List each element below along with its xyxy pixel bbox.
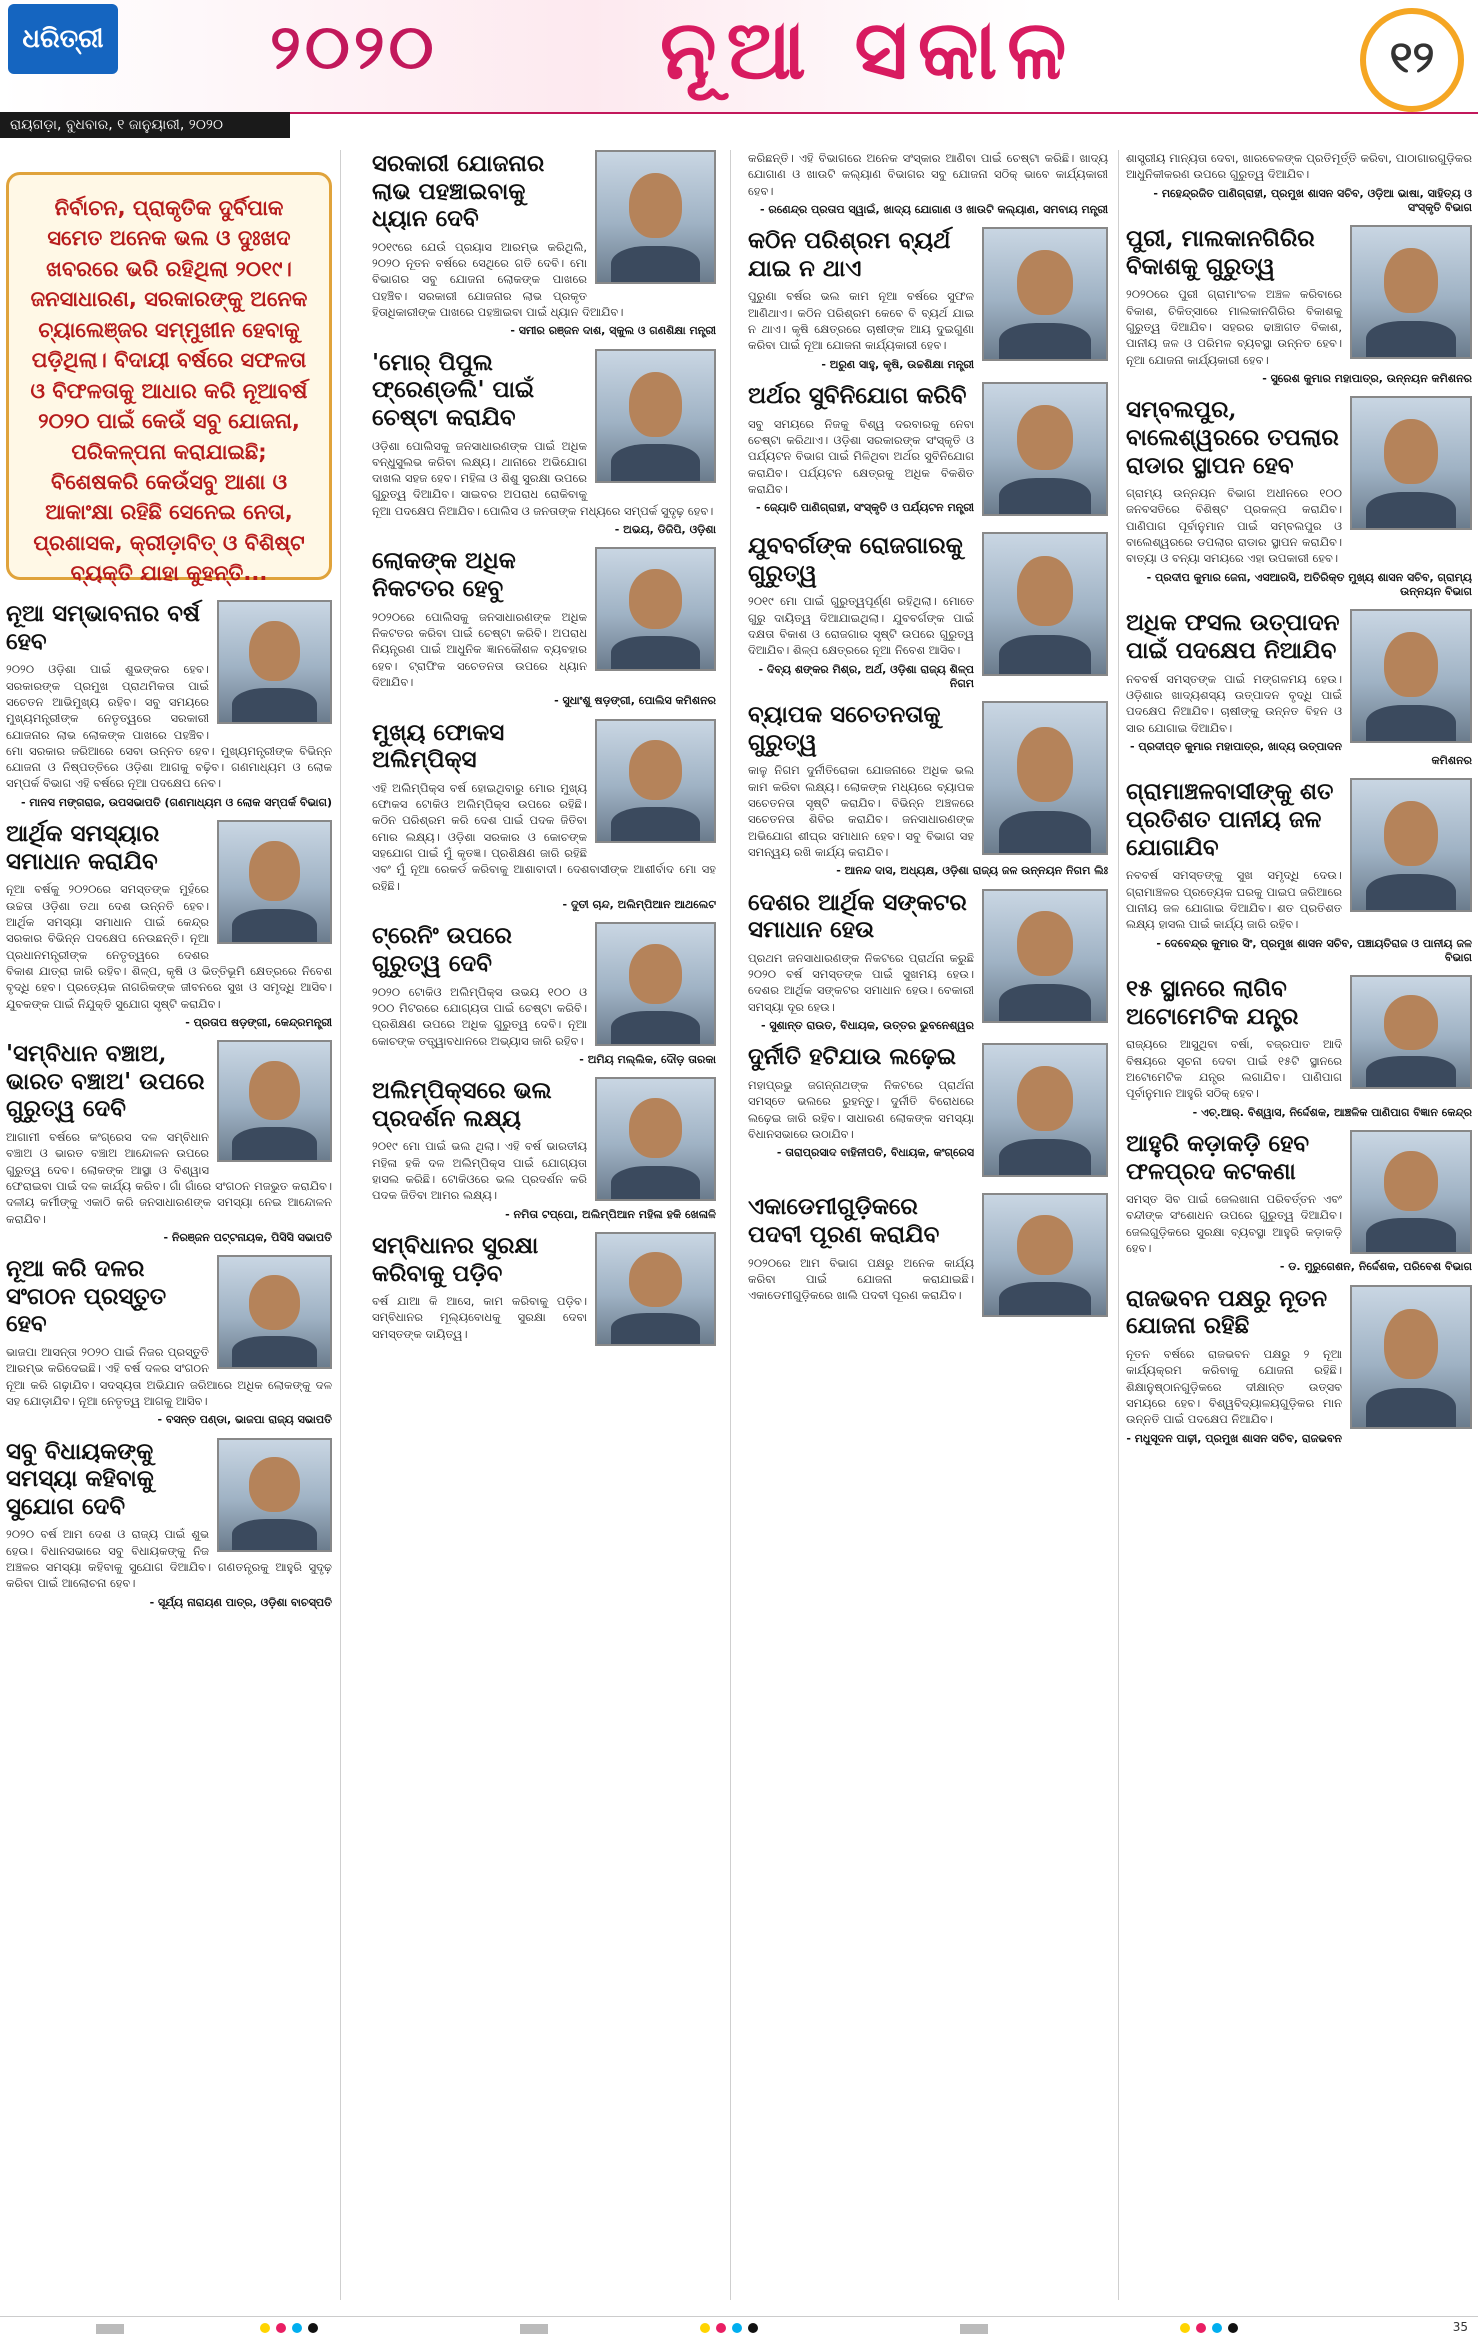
intro-box: ନିର୍ବାଚନ, ପ୍ରାକୃତିକ ଦୁର୍ବିପାକ ସମେତ ଅନେକ ଭଲ ଓ ଦୁଃଖଦ ଖବରରେ ଭରି ରହିଥିଲା ୨୦୧୯। ଜନସାଧାରଣ, ସରକାରଙ୍କୁ ଅନେକ ଚ୍ୟାଲେଞ୍ଜର ସମ୍ମୁଖୀନ ହେବାକୁ ପଡ଼ିଥିଲା। ବିଦାୟୀ ବର୍ଷରେ ସଫଳତା ଓ ବିଫଳତାକୁ ଆଧାର କରି ନୂଆବର୍ଷ ୨୦୨୦ ପାଇଁ କେଉଁ ସବୁ ଯୋଜନା, ପରିକଳ୍ପନା କରାଯାଇଛି; ବିଶେଷକରି କେଉଁସବୁ ଆଶା ଓ ଆକାଂକ୍ଷା ରହିଛି ସେନେଇ ନେତା, ପ୍ରଶାସକ, କ୍ରୀଡ଼ାବିତ୍ ଓ ବିଶିଷ୍ଟ ବ୍ୟକ୍ତି ଯାହା କୁହନ୍ତି... — [6, 172, 332, 580]
article-body: ଗ୍ରାମ୍ୟ ଉନ୍ନୟନ ବିଭାଗ ଅଧୀନରେ ୧୦୦ ଜନବସତିରେ ବିଶିଷ୍ଟ ପ୍ରକଳ୍ପ କରାଯିବ। ପାଣିପାଗ ପୂର୍ବାନୁମାନ ପାଇଁ ସମ୍ବଲପୁର ଓ ବାଲେଶ୍ୱରରେ ଡପଲାର ରାଡାର ସ୍ଥାପନ କରାଯିବ। ବାତ୍ୟା ଓ ବନ୍ୟା ସମୟରେ ଏହା ଉପକାରୀ ହେବ। — [1126, 486, 1342, 566]
article-body: ପ୍ରଥମ ଜନସାଧାରଣଙ୍କ ନିକଟରେ ପ୍ରାର୍ଥନା କରୁଛି ୨୦୨୦ ବର୍ଷ ସମସ୍ତଙ୍କ ପାଇଁ ସୁଖମୟ ହେଉ। ଦେଶର ଆର୍ଥିକ ସଙ୍କଟର ସମାଧାନ ହେଉ। ବେକାରୀ ସମସ୍ୟା ଦୂର ହେଉ। — [748, 950, 974, 1014]
article — [1126, 225, 1472, 386]
article — [1126, 1130, 1472, 1275]
column-divider — [340, 150, 341, 2300]
portrait-photo — [217, 600, 332, 724]
article-byline: - ସୂର୍ଯ୍ୟ ନାରାୟଣ ପାତ୍ର, ଓଡ଼ିଶା ବାଚସ୍ପତି — [149, 1595, 332, 1609]
article-headline: ରାଜଭବନ ପକ୍ଷରୁ ନୂତନ ଯୋଜନା ରହିଛି — [1126, 1284, 1328, 1340]
portrait-photo — [1350, 609, 1472, 743]
column-4 — [1126, 150, 1472, 1456]
portrait-photo — [1350, 1285, 1472, 1429]
portrait-photo — [595, 922, 716, 1046]
article-headline: ଅର୍ଥର ସୁବିନିଯୋଗ କରିବି — [748, 382, 967, 410]
article-byline: - ମାନସ ମଙ୍ଗରାଜ, ଉପସଭାପତି (ଗଣମାଧ୍ୟମ ଓ ଲୋକ ସମ୍ପର୍କ ବିଭାଗ) — [21, 795, 332, 809]
portrait-photo — [982, 889, 1108, 1023]
article-headline: ଗ୍ରାମାଞ୍ଚଳବାସୀଙ୍କୁ ଶତ ପ୍ରତିଶତ ପାନୀୟ ଜଳ ଯୋଗାଯିବ — [1126, 778, 1334, 861]
article-byline: - ପ୍ରଦୀପ୍ତ କୁମାର ମହାପାତ୍ର, ଖାଦ୍ୟ ଉତ୍ପାଦନ କମିଶନର — [1129, 739, 1472, 768]
article — [6, 1438, 332, 1610]
article — [1126, 396, 1472, 599]
article-headline: ଅଧିକ ଫସଲ ଉତ୍ପାଦନ ପାଇଁ ପଦକ୍ଷେପ ନିଆଯିବ — [1126, 609, 1340, 664]
portrait-photo — [982, 1193, 1108, 1317]
article-body: ନବବର୍ଷ ସମସ୍ତଙ୍କ ପାଇଁ ମଙ୍ଗଳମୟ ହେଉ। ଓଡ଼ିଶାର ଖାଦ୍ୟଶସ୍ୟ ଉତ୍ପାଦନ ବୃଦ୍ଧି ପାଇଁ ପଦକ୍ଷେପ ନିଆଯିବ। ଚାଷୀଙ୍କୁ ଉନ୍ନତ ବିହନ ଓ ସାର ଯୋଗାଇ ଦିଆଯିବ। — [1126, 671, 1342, 735]
article-body: ନୂଆ ବର୍ଷକୁ ୨୦୨୦ରେ ସମସ୍ତଙ୍କ ମୁହଁରେ ଉଚ୍ଚତା ଓଡ଼ିଶା ତଥା ଦେଶ ଉନ୍ନତି ହେବ। ଆର୍ଥିକ ସମସ୍ୟା ସମାଧାନ ପାଇଁ କେନ୍ଦ୍ର ସରକାର ବିଭିନ୍ନ ପଦକ୍ଷେପ ନେଉଛନ୍ତି। ନୂଆ ପ୍ରଧାନମନ୍ତ୍ରୀଙ୍କ ନେତୃତ୍ୱରେ ଦେଶର ବିକାଶ ଯାତ୍ରା ଜାରି ରହିବ। ଶିଳ୍ପ, କୃଷି ଓ ଭିତ୍ତିଭୂମି କ୍ଷେତ୍ରରେ ନିବେଶ ବୃଦ୍ଧି ହେବ। ପ୍ରତ୍ୟେକ ନାଗରିକଙ୍କ ଜୀବନରେ ସୁଖ ଓ ସମୃଦ୍ଧି ଆସିବ। ଯୁବକଙ୍କ ପାଇଁ ନିଯୁକ୍ତି ସୁଯୋଗ ସୃଷ୍ଟି କରାଯିବ। — [6, 882, 332, 1011]
article — [748, 889, 1108, 1034]
article-body: ୨୦୧୯ରେ ଯେଉଁ ପ୍ରୟାସ ଆରମ୍ଭ କରିଥିଲି, ୨୦୨୦ ନୂତନ ବର୍ଷରେ ସେଥିରେ ଗତି ଦେବି। ମୋ ବିଭାଗର ସବୁ ଯୋଜନା ଲୋକଙ୍କ ପାଖରେ ପହଞ୍ଚିବ। ସରକାରୀ ଯୋଜନାର ଲାଭ ପ୍ରକୃତ ହିତାଧିକାରୀଙ୍କ ପାଖରେ ପହଞ୍ଚାଇବା ପାଇଁ ଧ୍ୟାନ ଦିଆଯିବ। — [372, 239, 624, 320]
portrait-photo — [982, 382, 1108, 516]
article-byline: - ସମୀର ରଞ୍ଜନ ଦାଶ, ସ୍କୁଲ ଓ ଗଣଶିକ୍ଷା ମନ୍ତ୍ରୀ — [510, 324, 716, 338]
article-byline: - ଡ. ମୁରୁଗେଶନ, ନିର୍ଦ୍ଦେଶକ, ପରିବେଶ ବିଭାଗ — [1279, 1260, 1472, 1274]
article — [372, 1077, 716, 1222]
column-2 — [372, 150, 716, 1362]
sun-icon — [1360, 8, 1464, 112]
article-byline: - ଆନନ୍ଦ ଦାସ, ଅଧ୍ୟକ୍ଷ, ଓଡ଼ିଶା ରାଜ୍ୟ ଜଳ ଉନ୍ନୟନ ନିଗମ ଲିଃ — [836, 864, 1108, 878]
article-headline: ଯୁବବର୍ଗଙ୍କ ରୋଜଗାରକୁ ଗୁରୁତ୍ୱ — [748, 532, 963, 587]
article — [748, 382, 1108, 522]
article-headline: ଆହୁରି କଡ଼ାକଡ଼ି ହେବ ଫଳପ୍ରଦ କଟକଣା — [1126, 1129, 1310, 1185]
article-byline: - ମହେନ୍ଦ୍ରଜିତ ପାଣିଗ୍ରାହୀ, ପ୍ରମୁଖ ଶାସନ ସଚିବ, ଓଡ଼ିଆ ଭାଷା, ସାହିତ୍ୟ ଓ ସଂସ୍କୃତି ବିଭାଗ — [1153, 186, 1472, 214]
article — [372, 150, 716, 339]
article-headline: ଦୁର୍ନୀତି ହଟିଯାଉ ଲଢ଼େଇ — [748, 1043, 957, 1071]
column-3 — [748, 150, 1108, 1333]
article-body: ସବୁ ସମୟରେ ନିଜକୁ ବିଶ୍ୱ ଦରବାରକୁ ନେବା ଚେଷ୍ଟା କରିଥାଏ। ଓଡ଼ିଶା ସରକାରଙ୍କ ସଂସ୍କୃତି ଓ ପର୍ଯ୍ୟଟନ ବିଭାଗ ପାଇଁ ମିଳିଥିବା ଅର୍ଥର ସୁବିନିଯୋଗ କରାଯିବ। ପର୍ଯ୍ୟଟନ କ୍ଷେତ୍ରକୁ ଅଧିକ ବିକଶିତ କରାଯିବ। — [748, 416, 974, 496]
article — [6, 820, 332, 1030]
registration-marks — [700, 2323, 758, 2333]
article-headline: ନୂଆ ସମ୍ଭାବନାର ବର୍ଷ ହେବ — [6, 600, 200, 655]
article-headline: ସରକାରୀ ଯୋଜନାର ଲାଭ ପହଞ୍ଚାଇବାକୁ ଧ୍ୟାନ ଦେବି — [372, 150, 545, 233]
portrait-photo — [982, 1043, 1108, 1177]
article-headline: ପୁରୀ, ମାଲକାନଗିରିର ବିକାଶକୁ ଗୁରୁତ୍ୱ — [1126, 225, 1315, 280]
portrait-photo — [217, 820, 332, 944]
newspaper-logo: ଧରିତ୍ରୀ — [8, 4, 118, 74]
portrait-photo — [1350, 975, 1472, 1089]
portrait-photo — [982, 701, 1108, 855]
article — [6, 600, 332, 810]
article — [372, 719, 716, 913]
article-body: ମହାପ୍ରଭୁ ଜଗନ୍ନାଥଙ୍କ ନିକଟରେ ପ୍ରାର୍ଥନା ସମସ୍ତେ ଭଲରେ ରୁହନ୍ତୁ। ଦୁର୍ନୀତି ବିରୋଧରେ ଲଢ଼େଇ ଜାରି ରହିବ। ସାଧାରଣ ଲୋକଙ୍କ ସମସ୍ୟା ବିଧାନସଭାରେ ଉଠାଯିବ। — [748, 1078, 974, 1141]
portrait-photo — [217, 1040, 332, 1162]
article-byline: - ଦୁତୀ ଚାନ୍ଦ, ଅଲିମ୍ପିଆନ ଆଥଲେଟ — [562, 898, 716, 912]
article-byline: - ମଧୁସୂଦନ ପାଢ଼ୀ, ପ୍ରମୁଖ ଶାସନ ସଚିବ, ରାଜଭବନ — [1126, 1431, 1342, 1445]
portrait-photo — [217, 1255, 332, 1369]
portrait-photo — [595, 719, 716, 843]
article-body: ନବବର୍ଷ ସମସ୍ତଙ୍କୁ ସୁଖ ସମୃଦ୍ଧି ଦେଉ। ଗ୍ରାମାଞ୍ଚଳର ପ୍ରତ୍ୟେକ ଘରକୁ ପାଇପ ଜରିଆରେ ପାନୀୟ ଜଳ ଯୋଗାଇ ଦିଆଯିବ। ଶତ ପ୍ରତିଶତ ଲକ୍ଷ୍ୟ ହାସଲ ପାଇଁ କାର୍ଯ୍ୟ ଜାରି ରହିବ। — [1126, 868, 1342, 932]
article-headline: ସମ୍ବଲପୁର, ବାଲେଶ୍ୱରରେ ତପଲାର ରାଡାର ସ୍ଥାପନ ହେବ — [1126, 396, 1339, 479]
article — [748, 1193, 1108, 1323]
portrait-photo — [982, 532, 1108, 676]
registration-marks — [1180, 2323, 1238, 2333]
article — [1126, 778, 1472, 965]
portrait-photo — [595, 349, 716, 483]
portrait-photo — [595, 150, 716, 284]
portrait-photo — [1350, 778, 1472, 912]
article-body: ୨୦୨୦ରେ ଆମ ବିଭାଗ ପକ୍ଷରୁ ଅନେକ କାର୍ଯ୍ୟ କରିବା ପାଇଁ ଯୋଜନା କରାଯାଇଛି। ଏକାଡେମୀଗୁଡ଼ିକରେ ଖାଲି ପଦବୀ ପୂରଣ କରାଯିବ। — [748, 1255, 974, 1303]
article-body: ଆଗାମୀ ବର୍ଷରେ କଂଗ୍ରେସ ଦଳ ସମ୍ବିଧାନ ବଞ୍ଚାଅ ଓ ଭାରତ ବଞ୍ଚାଅ ଆନ୍ଦୋଳନ ଉପରେ ଗୁରୁତ୍ୱ ଦେବ। ଲୋକଙ୍କ ଆସ୍ଥା ଓ ବିଶ୍ୱାସ ଫେରାଇବା ପାଇଁ ଦଳ କାର୍ଯ୍ୟ କରିବ। ଗାଁ ଗାଁରେ ସଂଗଠନ ମଜଭୁତ କରାଯିବ। ଦଳୀୟ କର୍ମୀଙ୍କୁ ଏକାଠି କରି ଜନସାଧାରଣଙ୍କ ସମସ୍ୟା ନେଇ ଆନ୍ଦୋଳନ କରାଯିବ। — [6, 1130, 332, 1226]
print-bar — [520, 2324, 548, 2334]
article-byline: - ଜ୍ୟୋତି ପାଣିଗ୍ରାହୀ, ସଂସ୍କୃତି ଓ ପର୍ଯ୍ୟଟନ ମନ୍ତ୍ରୀ — [756, 501, 974, 515]
article-body: ସମସ୍ତ ସିବ ପାଇଁ ଜେଲଖାନା ପରିବର୍ତ୍ତନ ଏବଂ ବନ୍ଦୀଙ୍କ ସଂଶୋଧନ ଉପରେ ଗୁରୁତ୍ୱ ଦିଆଯିବ। ଜେଲଗୁଡ଼ିକରେ ସୁରକ୍ଷା ବ୍ୟବସ୍ଥା ଆହୁରି କଡ଼ାକଡ଼ି ହେବ। — [1126, 1192, 1342, 1256]
article — [1126, 1285, 1472, 1446]
article-byline: - ତାରାପ୍ରସାଦ ବାହିନୀପତି, ବିଧାୟକ, କଂଗ୍ରେସ — [776, 1146, 974, 1160]
year-banner: ୨୦୨୦ — [270, 10, 438, 83]
article-headline: 'ମୋର୍ ପିପୁଲ ଫ୍ରେଣ୍ଡଲି' ପାଇଁ ଚେଷ୍ଟା କରାଯିବ — [372, 348, 535, 431]
article-byline: - ଦିବ୍ୟ ଶଙ୍କର ମିଶ୍ର, ଅର୍ଥ, ଓଡ଼ିଶା ରାଜ୍ୟ ଶିଳ୍ପ ନିଗମ — [758, 662, 974, 690]
page-footer — [0, 2316, 1478, 2340]
article-byline: - ଅମିୟ ମଲ୍ଲିକ, ଦୌଡ଼ ତାରକା — [579, 1052, 716, 1066]
article-body: ୨୦୧୯ ମୋ ପାଇଁ ଗୁରୁତ୍ୱପୂର୍ଣ୍ଣ ରହିଥିଲା। ମୋତେ ଗୁରୁ ଦାୟିତ୍ୱ ଦିଆଯାଇଥିଲା। ଯୁବବର୍ଗଙ୍କ ପାଇଁ ଦକ୍ଷତା ବିକାଶ ଓ ରୋଜଗାର ସୃଷ୍ଟି ଉପରେ ଗୁରୁତ୍ୱ ଦିଆଯିବ। ଶିଳ୍ପ କ୍ଷେତ୍ରରେ ନୂଆ ନିବେଶ ଆସିବ। — [748, 594, 974, 658]
article-headline: ଦେଶର ଆର୍ଥିକ ସଙ୍କଟର ସମାଧାନ ହେଉ — [748, 888, 967, 944]
article-headline: ନୂଆ କରି ଦଳର ସଂଗଠନ ପ୍ରସ୍ତୁତ ହେବ — [6, 1255, 167, 1338]
page-number-footer: 35 — [1452, 2320, 1468, 2334]
article — [1126, 609, 1472, 768]
article-headline: ଲୋକଙ୍କ ଅଧିକ ନିକଟତର ହେବୁ — [372, 547, 516, 603]
article-body: ଓଡ଼ିଶା ପୋଲିସକୁ ଜନସାଧାରଣଙ୍କ ପାଇଁ ଅଧିକ ବନ୍ଧୁସୁଲଭ କରିବା ଲକ୍ଷ୍ୟ। ଥାନାରେ ଅଭିଯୋଗ ଦାଖଲ ସହଜ ହେବ। ମହିଳା ଓ ଶିଶୁ ସୁରକ୍ଷା ଉପରେ ଗୁରୁତ୍ୱ ଦିଆଯିବ। ସାଇବର ଅପରାଧ ରୋକିବାକୁ ନୂଆ ପଦକ୍ଷେପ ନିଆଯିବ। ପୋଲିସ ଓ ଜନତାଙ୍କ ମଧ୍ୟରେ ସମ୍ପର୍କ ସୁଦୃଢ଼ ହେବ। — [372, 438, 714, 518]
article-body: ୨୦୨୦ରେ ପୁରୀ ଗ୍ରାମାଂଚଳ ଅଞ୍ଚଳ କରିବାରେ ବିକାଶ, ଚିକିତ୍ସାରେ ମାଲକାନଗିରିର ବିକାଶକୁ ଗୁରୁତ୍ୱ ଦିଆଯିବ। ସହରର ଢାଞ୍ଚାଗତ ବିକାଶ, ପାନୀୟ ଜଳ ଓ ପରିମଳ ବ୍ୟବସ୍ଥା ଉନ୍ନତ ହେବ। ନୂଆ ଯୋଜନା କାର୍ଯ୍ୟକାରୀ ହେବ। — [1126, 287, 1342, 367]
article-body: ନୂତନ ବର୍ଷରେ ରାଜଭବନ ପକ୍ଷରୁ ୨ ନୂଆ କାର୍ଯ୍ୟକ୍ରମ କରିବାକୁ ଯୋଜନା ରହିଛି। ଶିକ୍ଷାନୁଷ୍ଠାନଗୁଡ଼ିକରେ ଦୀକ୍ଷାନ୍ତ ଉତ୍ସବ ସମୟରେ ହେବ। ବିଶ୍ୱବିଦ୍ୟାଳୟଗୁଡ଼ିକର ମାନ ଉନ୍ନତି ପାଇଁ ପଦକ୍ଷେପ ନିଆଯିବ। — [1126, 1346, 1342, 1427]
article — [372, 547, 716, 708]
article-byline: - ନମିତା ଟପ୍ପୋ, ଅଲିମ୍ପିଆନ ମହିଳା ହକି ଖେଳାଳି — [505, 1207, 716, 1221]
article-headline: ଏକାଡେମୀଗୁଡ଼ିକରେ ପଦବୀ ପୂରଣ କରାଯିବ — [748, 1193, 940, 1249]
article-headline: ବ୍ୟାପକ ସଚେତନତାକୁ ଗୁରୁତ୍ୱ — [748, 701, 941, 756]
dateline: ରାୟଗଡ଼ା, ବୁଧବାର, ୧ ଜାନୁୟାରୀ, ୨୦୨୦ — [0, 112, 290, 138]
article-byline: - ବସନ୍ତ ପଣ୍ଡା, ଭାଜପା ରାଜ୍ୟ ସଭାପତି — [157, 1413, 332, 1427]
article — [372, 922, 716, 1067]
column-1 — [6, 600, 332, 1620]
article-byline: - ଦେବେନ୍ଦ୍ର କୁମାର ସିଂ, ପ୍ରମୁଖ ଶାସନ ସଚିବ, ପଞ୍ଚାୟତିରାଜ ଓ ପାନୀୟ ଜଳ ବିଭାଗ — [1156, 936, 1472, 964]
portrait-photo — [1350, 396, 1472, 530]
article — [748, 1043, 1108, 1183]
article-byline: - ନିରଞ୍ଜନ ପଟ୍ଟନାୟକ, ପିସିସି ସଭାପତି — [163, 1230, 332, 1244]
article-byline: - ସୁଶାନ୍ତ ରାଉତ, ବିଧାୟକ, ଉତ୍ତର ଭୁବନେଶ୍ୱର — [760, 1019, 974, 1033]
column-divider — [1118, 150, 1119, 2300]
article-body: ୨୦୨୦ରେ ପୋଲିସକୁ ଜନସାଧାରଣଙ୍କ ଅଧିକ ନିକଟତର କରିବା ପାଇଁ ଚେଷ୍ଟା କରିବି। ଅପରାଧ ନିୟନ୍ତ୍ରଣ ପାଇଁ ଆଧୁନିକ ଜ୍ଞାନକୌଶଳ ବ୍ୟବହାର ହେବ। ଟ୍ରାଫିକ ସଚେତନତା ଉପରେ ଧ୍ୟାନ ଦିଆଯିବ। — [372, 609, 587, 689]
article-headline: କଠିନ ପରିଶ୍ରମ ବ୍ୟର୍ଥ ଯାଇ ନ ଥାଏ — [748, 227, 951, 282]
article-body: ଶାସ୍ତ୍ରୀୟ ମାନ୍ୟତା ଦେବା, ଖାରବେଳଙ୍କ ପ୍ରତିମୂର୍ତ୍ତି କରିବା, ପାଠାଗାରଗୁଡ଼ିକର ଆଧୁନିକୀକରଣ ଉପରେ ଗୁରୁତ୍ୱ ଦିଆଯିବ। — [1126, 151, 1472, 182]
portrait-photo — [1350, 225, 1472, 359]
column-divider — [730, 150, 731, 2300]
article — [748, 532, 1108, 691]
article-headline: ସବୁ ବିଧାୟକଙ୍କୁ ସମସ୍ୟା କହିବାକୁ ସୁଯୋଗ ଦେବି — [6, 1437, 154, 1520]
article-headline: ୧୫ ସ୍ଥାନରେ ଲାଗିବ ଅଟୋମେଟିକ ଯନ୍ତ୍ର — [1126, 975, 1299, 1030]
article-body: ୨୦୨୦ ଟୋକିଓ ଅଲିମ୍ପିକ୍ସ ଉଭୟ ୧୦୦ ଓ ୨୦୦ ମିଟରରେ ଯୋଗ୍ୟତା ପାଇଁ ଚେଷ୍ଟା କରିବି। ପ୍ରଶିକ୍ଷଣ ଉପରେ ଅଧିକ ଗୁରୁତ୍ୱ ଦେବି। ନୂଆ କୋଚଙ୍କ ତତ୍ତ୍ୱାବଧାନରେ ଅଭ୍ୟାସ ଜାରି ରହିବ। — [372, 984, 587, 1048]
article-byline: - ପ୍ରଦୀପ କୁମାର ଜେନା, ଏସଆରସି, ଅତିରିକ୍ତ ମୁଖ୍ୟ ଶାସନ ସଚିବ, ଗ୍ରାମ୍ୟ ଉନ୍ନୟନ ବିଭାଗ — [1146, 570, 1472, 599]
article — [372, 349, 716, 538]
portrait-photo — [595, 1077, 716, 1201]
page-number: ୧୨ — [1389, 32, 1435, 83]
article-byline: - ସୁରେଶ କୁମାର ମହାପାତ୍ର, ଉନ୍ନୟନ କମିଶନର — [1262, 372, 1472, 386]
article-headline: 'ସମ୍ବିଧାନ ବଞ୍ଚାଅ, ଭାରତ ବଞ୍ଚାଅ' ଉପରେ ଗୁରୁତ୍ୱ ଦେବି — [6, 1040, 205, 1123]
article-byline: - ଅଭୟ, ଡିଜିପି, ଓଡ଼ିଶା — [614, 523, 716, 537]
article-byline: - ଅରୁଣ ସାହୁ, କୃଷି, ଉଚ୍ଚଶିକ୍ଷା ମନ୍ତ୍ରୀ — [821, 357, 974, 371]
masthead — [0, 0, 1478, 114]
article — [748, 701, 1108, 878]
article-body: ଭାଜପା ଆସନ୍ତା ୨୦୨୦ ପାଇଁ ନିଜର ପ୍ରସ୍ତୁତି ଆରମ୍ଭ କରିଦେଇଛି। ଏହି ବର୍ଷ ଦଳର ସଂଗଠନ ନୂଆ କରି ଗଢ଼ାଯିବ। ସଦସ୍ୟତା ଅଭିଯାନ ଜରିଆରେ ଅଧିକ ଲୋକଙ୍କୁ ଦଳ ସହ ଯୋଡ଼ାଯିବ। ନୂଆ ନେତୃତ୍ୱ ଆଗକୁ ଆସିବ। — [6, 1345, 332, 1409]
article-body: କରିଛନ୍ତି। ଏହି ବିଭାଗରେ ଅନେକ ସଂସ୍କାର ଆଣିବା ପାଇଁ ଚେଷ୍ଟା କରିଛି। ଖାଦ୍ୟ ଯୋଗାଣ ଓ ଖାଉଟି କଲ୍ୟାଣ ବିଭାଗର ସବୁ ଯୋଜନା ସଠିକ୍ ଭାବେ କାର୍ଯ୍ୟକାରୀ ହେବ। — [748, 151, 1108, 198]
article-body: ୨୦୨୦ ବର୍ଷ ଆମ ଦେଶ ଓ ରାଜ୍ୟ ପାଇଁ ଶୁଭ ହେଉ। ବିଧାନସଭାରେ ସବୁ ବିଧାୟକଙ୍କୁ ନିଜ ଅଞ୍ଚଳର ସମସ୍ୟା କହିବାକୁ ସୁଯୋଗ ଦିଆଯିବ। ଗଣତନ୍ତ୍ରକୁ ଆହୁରି ସୁଦୃଢ଼ କରିବା ପାଇଁ ଆଲୋଚନା ହେବ। — [6, 1527, 332, 1591]
article-headline: ମୁଖ୍ୟ ଫୋକସ ଅଲିମ୍ପିକ୍ସ — [372, 718, 505, 774]
article — [748, 227, 1108, 372]
article — [1126, 975, 1472, 1120]
portrait-photo — [217, 1438, 332, 1552]
article — [6, 1255, 332, 1427]
article-body: ଏହି ଅଲିମ୍ପିକ୍ସ ବର୍ଷ ହୋଇଥିବାରୁ ମୋର ମୁଖ୍ୟ ଫୋକସ ଟୋକିଓ ଅଲିମ୍ପିକ୍ସ ଉପରେ ରହିଛି। କଠିନ ପରିଶ୍ରମ କରି ଦେଶ ପାଇଁ ପଦକ ଜିତିବା ମୋର ଲକ୍ଷ୍ୟ। ଓଡ଼ିଶା ସରକାର ଓ କୋଚଙ୍କ ସହଯୋଗ ପାଇଁ ମୁଁ କୃତଜ୍ଞ। ପ୍ରଶିକ୍ଷଣ ଜାରି ରହିଛି ଏବଂ ମୁଁ ନୂଆ ରେକର୍ଡ କରିବାକୁ ଆଶାବାଦୀ। ଦେଶବାସୀଙ୍କ ଆଶୀର୍ବାଦ ମୋ ସହ ରହିଛି। — [372, 780, 716, 893]
article — [748, 150, 1108, 217]
article-headline: ଟ୍ରେନିଂ ଉପରେ ଗୁରୁତ୍ୱ ଦେବି — [372, 922, 512, 977]
print-bar — [960, 2324, 988, 2334]
article-byline: - ସୁଧାଂଶୁ ଷଡ଼ଙ୍ଗୀ, ପୋଲିସ କମିଶନର — [554, 694, 716, 708]
print-bar — [96, 2324, 124, 2334]
article — [372, 1232, 716, 1352]
article-byline: - ପ୍ରତାପ ଷଡ଼ଙ୍ଗୀ, କେନ୍ଦ୍ରମନ୍ତ୍ରୀ — [185, 1015, 332, 1029]
article-body: ବର୍ଷ ଯାଆ କି ଆସେ, କାମ କରିବାକୁ ପଡ଼ିବ। ସମ୍ବିଧାନର ମୂଲ୍ୟବୋଧକୁ ସୁରକ୍ଷା ଦେବା ସମସ୍ତଙ୍କ ଦାୟିତ୍ୱ। — [372, 1294, 587, 1341]
article-body: ୨୦୨୦ ଓଡ଼ିଶା ପାଇଁ ଶୁଭଙ୍କର ହେବ। ସରକାରଙ୍କ ପ୍ରମୁଖ ପ୍ରାଥମିକତା ପାଇଁ ସଚେତନ ଆଭିମୁଖ୍ୟ ରହିବ। ସବୁ ସମୟରେ ମୁଖ୍ୟମନ୍ତ୍ରୀଙ୍କ ନେତୃତ୍ୱରେ ସରକାରୀ ଯୋଜନାର ଲାଭ ଲୋକଙ୍କ ପାଖରେ ପହଞ୍ଚିବ। ମୋ ସରକାର ଜରିଆରେ ସେବା ଉନ୍ନତ ହେବ। ମୁଖ୍ୟମନ୍ତ୍ରୀଙ୍କ ବିଭିନ୍ନ ଯୋଜନା ଓ ନିଷ୍ପତ୍ତିରେ ଓଡ଼ିଶା ଆଗକୁ ବଢ଼ିବ। ଗଣମାଧ୍ୟମ ଓ ଲୋକ ସମ୍ପର୍କ ବିଭାଗ ଏହି ବର୍ଷରେ ନୂଆ ପଦକ୍ଷେପ ନେବ। — [6, 662, 332, 791]
registration-marks — [260, 2323, 318, 2333]
portrait-photo — [595, 1232, 716, 1346]
article-body: ପୁରୁଣା ବର୍ଷର ଭଲ କାମ ନୂଆ ବର୍ଷରେ ସୁଫଳ ଆଣିଥାଏ। କଠିନ ପରିଶ୍ରମ କେବେ ବି ବ୍ୟର୍ଥ ଯାଇ ନ ଥାଏ। କୃଷି କ୍ଷେତ୍ରରେ ଚାଷୀଙ୍କ ଆୟ ଦୁଇଗୁଣା କରିବା ପାଇଁ ନୂଆ ଯୋଜନା କାର୍ଯ୍ୟକାରୀ ହେବ। — [748, 289, 974, 353]
portrait-photo — [982, 227, 1108, 361]
article-body: ୨୦୧୯ ମୋ ପାଇଁ ଭଲ ଥିଲା। ଏହି ବର୍ଷ ଭାରତୀୟ ମହିଳା ହକି ଦଳ ଅଲିମ୍ପିକ୍ସ ପାଇଁ ଯୋଗ୍ୟତା ହାସଲ କରିଛି। ଟୋକିଓରେ ଭଲ ପ୍ରଦର୍ଶନ କରି ପଦକ ଜିତିବା ଆମର ଲକ୍ଷ୍ୟ। — [372, 1139, 587, 1203]
article-body: ରାଜ୍ୟରେ ଆସୁଥିବା ବର୍ଷା, ବଜ୍ରପାତ ଆଦି ବିଷୟରେ ସୂଚନା ଦେବା ପାଇଁ ୧୫ଟି ସ୍ଥାନରେ ଅଟୋମେଟିକ ଯନ୍ତ୍ର ଲଗାଯିବ। ପାଣିପାଗ ପୂର୍ବାନୁମାନ ଆହୁରି ସଠିକ୍ ହେବ। — [1126, 1037, 1342, 1101]
portrait-photo — [595, 547, 716, 671]
article — [1126, 150, 1472, 215]
article — [6, 1040, 332, 1245]
article-byline: - ଏଚ୍.ଆର୍. ବିଶ୍ୱାସ, ନିର୍ଦ୍ଦେଶକ, ଆଞ୍ଚଳିକ ପାଣିପାଗ ବିଜ୍ଞାନ କେନ୍ଦ୍ର — [1192, 1105, 1472, 1119]
article-headline: ଅଲିମ୍ପିକ୍ସରେ ଭଲ ପ୍ରଦର୍ଶନ ଲକ୍ଷ୍ୟ — [372, 1077, 552, 1132]
article-headline: ଆର୍ଥିକ ସମସ୍ୟାର ସମାଧାନ କରାଯିବ — [6, 820, 160, 875]
article-byline: - ରଣେନ୍ଦ୍ର ପ୍ରତାପ ସ୍ୱାଇଁ, ଖାଦ୍ୟ ଯୋଗାଣ ଓ ଖାଉଟି କଲ୍ୟାଣ, ସମବାୟ ମନ୍ତ୍ରୀ — [760, 202, 1108, 216]
portrait-photo — [1350, 1130, 1472, 1254]
page-title: ନୂଆ ସକାଳ — [660, 2, 1077, 98]
article-headline: ସମ୍ବିଧାନର ସୁରକ୍ଷା କରିବାକୁ ପଡ଼ିବ — [372, 1231, 539, 1287]
article-body: କାଳୁ ନିଗମ ଦୁର୍ନୀତିରୋକା ଯୋଜନାରେ ଅଧିକ ଭଲ କାମ କରିବା ଲକ୍ଷ୍ୟ। ଲୋକଙ୍କ ମଧ୍ୟରେ ବ୍ୟାପକ ସଚେତନତା ସୃଷ୍ଟି କରାଯିବ। ବିଭିନ୍ନ ଅଞ୍ଚଳରେ ସଚେତନତା ଶିବିର କରାଯିବ। ଜନସାଧାରଣଙ୍କ ଅଭିଯୋଗ ଶୀଘ୍ର ସମାଧାନ ହେବ। ସବୁ ବିଭାଗ ସହ ସମନ୍ୱୟ ରଖି କାର୍ଯ୍ୟ କରାଯିବ। — [748, 763, 974, 859]
